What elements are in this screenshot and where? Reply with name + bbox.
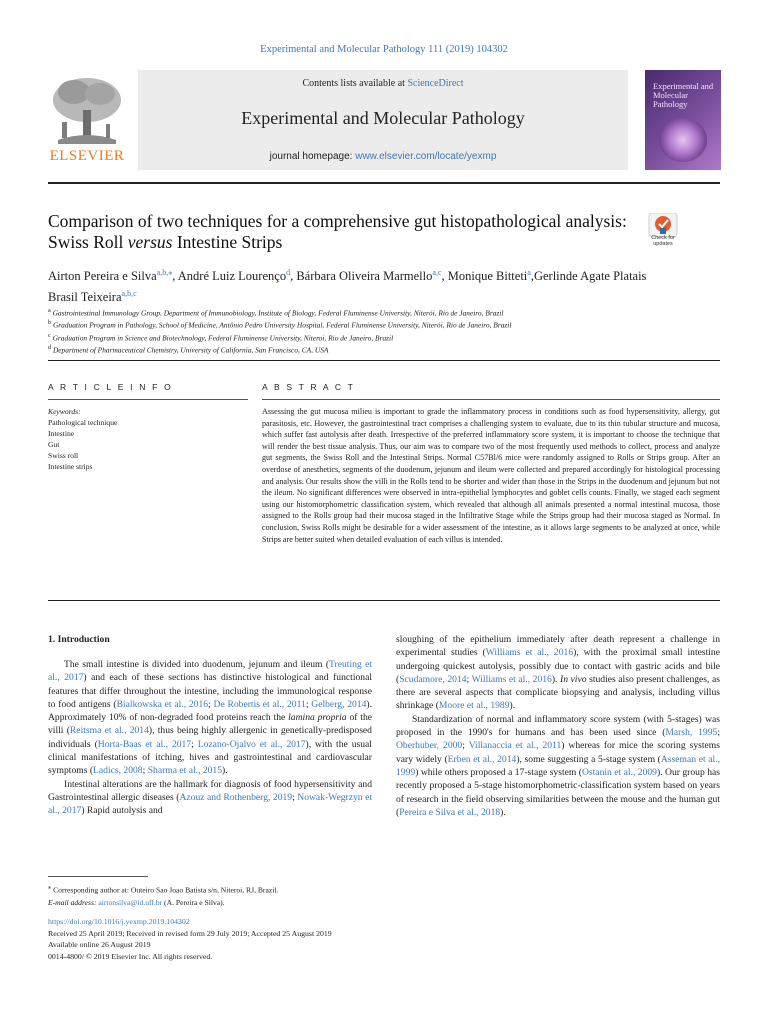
title-part1: Comparison of two techniques for a comprehensive gut histopathological analysis: Swiss Roll [48, 211, 627, 252]
crossmark-label [643, 235, 683, 247]
author-name: Gerlinde Agate Platais Brasil Teixeira [48, 269, 647, 305]
author-name: Bárbara Oliveira Marmello [296, 269, 433, 284]
author-name: Monique Bitteti [447, 269, 528, 284]
publication-info [48, 916, 548, 962]
author-name: Airton Pereira e Silva [48, 269, 157, 284]
text-run: ). [509, 700, 516, 712]
email-link[interactable]: airtonsilva@id.uff.br [98, 897, 163, 907]
citation-link[interactable]: Horta-Baas et al., 2017 [97, 738, 192, 750]
keyword: Intestine strips [48, 462, 93, 471]
citation-link[interactable]: Williams et al., 2016 [485, 647, 574, 659]
article-title [48, 211, 638, 253]
affiliation-mark: c [48, 332, 51, 339]
text-run: ). Our group has recently proposed a 5-stage histomorphometric-classification system based on years of research in the field observing similarities between the mouse and the human gut ( [396, 766, 720, 818]
journal-name: Experimental and Molecular Pathology [241, 108, 525, 128]
contents-line [138, 78, 628, 89]
text-run: The small intestine is divided into duodenum, jejunum and ileum ( [64, 659, 330, 670]
cover-image-icon [659, 118, 707, 162]
article-info-heading: A R T I C L E I N F O [48, 382, 173, 392]
affiliation [48, 306, 708, 318]
text-run: ) Rapid autolysis and [81, 805, 163, 817]
text-run: ) while others proposed a 17-stage system ( [415, 766, 582, 778]
homepage-prefix: journal homepage: [269, 151, 356, 162]
author-affiliation-marks[interactable]: a,b,⁎ [156, 268, 173, 277]
affiliation [48, 331, 708, 343]
contents-prefix: Contents lists available at [302, 78, 408, 89]
citation-link[interactable]: Treuting et al., 2017 [48, 659, 372, 684]
citation-link[interactable]: Villanaccia et al., 2011 [468, 740, 562, 752]
author-separator: , [290, 269, 297, 284]
paragraph [48, 778, 372, 818]
author-affiliation-marks[interactable]: a [527, 268, 531, 277]
citation-link[interactable]: Asseman et al., 1999 [396, 753, 720, 778]
footnote-rule [48, 876, 148, 877]
text-run: sloughing of the epithelium immediately after death represent a challenge in experimental studies ( [396, 634, 720, 659]
author-list [48, 264, 668, 306]
corresponding-author-footnote [48, 882, 448, 909]
affiliation [48, 343, 708, 355]
citation-link[interactable]: Ladics, 2008 [93, 765, 143, 777]
text-run: ; [191, 738, 198, 750]
text-run: ). Approximately 10% of non-degraded food proteins reach the [48, 698, 372, 724]
text-run: ), some suggesting a 5-stage system ( [516, 753, 661, 765]
doi-link[interactable]: https://doi.org/10.1016/j.yexmp.2019.104302 [48, 917, 190, 926]
keywords-block [48, 406, 248, 472]
affiliation-text: Department of Pharmaceutical Chemistry, University of California, San Francisco, CA, USA [52, 345, 329, 355]
title-part2: Intestine Strips [172, 232, 283, 252]
copyright: 0014-4800/ © 2019 Elsevier Inc. All rights reserved. [48, 951, 213, 961]
abstract-heading: A B S T R A C T [262, 382, 356, 392]
author-affiliation-marks[interactable]: a,b,c [121, 289, 137, 299]
citation-link[interactable]: Moore et al., 1989 [438, 700, 510, 712]
citation-link[interactable]: Sharma et al., 2015 [147, 765, 223, 777]
emphasis-text: In vivo [560, 673, 587, 685]
text-run: ). [222, 765, 228, 777]
keywords-label: Keywords: [48, 407, 81, 416]
citation-link[interactable]: Oberhuber, 2000 [396, 740, 463, 752]
affiliation-mark: b [48, 320, 52, 327]
sciencedirect-link[interactable]: ScienceDirect [407, 78, 464, 89]
journal-citation-link[interactable]: Experimental and Molecular Pathology 111 (2019) 104302 [260, 44, 508, 55]
affiliation [48, 318, 708, 330]
section-heading-introduction: 1. Introduction [48, 634, 110, 645]
email-label: E-mail address: [48, 897, 97, 907]
author-affiliation-marks[interactable]: a,c [432, 268, 442, 277]
text-run: ). [551, 673, 560, 685]
text-run: ; [305, 698, 312, 710]
citation-link[interactable]: Reitsma et al., 2014 [69, 725, 149, 737]
citation-link[interactable]: Lozano-Ojalvo et al., 2017 [197, 738, 306, 750]
author-separator: , [172, 269, 178, 284]
text-run: ; [142, 765, 148, 777]
text-run: ; [717, 727, 720, 739]
text-run: ) whereas for mice the scoring systems vary widely ( [396, 740, 720, 765]
text-run: of the villi ( [48, 712, 373, 737]
keyword-list [48, 417, 248, 472]
affiliation-text: Graduation Program in Pathology, School of Medicine, Antônio Pedro University Hospital, Federal Fluminense University, Niterói, Rio de Janeiro, Brazil [52, 320, 512, 330]
citation-link[interactable]: Azouz and Rothenberg, 2019 [179, 791, 293, 803]
footnote-mark: ⁎ [48, 884, 52, 891]
paragraph [396, 713, 720, 819]
affiliation-mark: d [48, 345, 52, 352]
body-column-right [396, 633, 720, 819]
text-run: ) and each of these sections has distinctive histological and functional features that differ throughout the intestine, including the immunological response to food antigens ( [48, 672, 372, 710]
crossmark-line2: updates [653, 241, 673, 247]
authors-divider [48, 360, 720, 361]
paragraph [48, 658, 372, 778]
text-run: ; [208, 698, 214, 710]
homepage-link[interactable]: www.elsevier.com/locate/yexmp [355, 151, 497, 162]
journal-cover-thumbnail[interactable] [645, 70, 721, 170]
publisher-name: ELSEVIER [49, 148, 125, 164]
homepage-line [138, 151, 628, 162]
text-run: ; [466, 673, 472, 685]
corresponding-text: Corresponding author at: Outeiro Sao Joao Batista s/n, Niteroi, RJ, Brazil. [53, 885, 279, 895]
citation-link[interactable]: De Robertis et al., 2011 [213, 698, 306, 710]
text-run: ). [500, 806, 506, 818]
citation-link[interactable]: Williams et al., 2016 [471, 673, 552, 685]
text-run: ), with the usual clinical manifestations of itching, hives and gastrointestinal and cardiovascular symptoms ( [48, 738, 372, 777]
available-online: Available online 26 August 2019 [48, 940, 151, 950]
cover-title: Experimental and Molecular Pathology [653, 81, 714, 109]
crossmark-badge[interactable] [643, 213, 683, 251]
body-column-left [48, 658, 372, 818]
received-dates: Received 25 April 2019; Received in revised form 29 July 2019; Accepted 25 August 2019 [48, 928, 332, 938]
keyword: Gut [48, 440, 60, 449]
affiliation-text: Graduation Program in Science and Biotechnology, Federal Fluminense University, Niteroi, Rio de Janeiro, Brazil [52, 333, 394, 343]
text-run: Intestinal alterations are the hallmark for diagnosis of food hypersensitivity and Gastrointestinal allergic diseases ( [48, 778, 372, 803]
title-italic: versus [127, 232, 173, 252]
citation-link[interactable]: Marsh, 1995 [665, 727, 718, 739]
author-separator: , [441, 269, 448, 284]
corresponding-line [48, 882, 448, 897]
text-run: ; [462, 740, 469, 752]
affiliation-mark: a [48, 308, 51, 314]
affiliation-text: Gastrointestinal Immunology Group, Department of Immunobiology, Institute of Biology, Federal Fluminense University, Niterói, Rio de Janeiro, Brazil [52, 308, 504, 318]
citation-link[interactable]: Gelberg, 2014 [311, 698, 367, 710]
author-name: André Luiz Lourenço [177, 269, 287, 284]
email-line [48, 897, 448, 909]
text-run: studies also present challenges, as there are several aspects that complicate biopsying and analysis, including villus shrinkage ( [396, 673, 720, 712]
text-run: ; [292, 791, 298, 803]
crossmark-line1: Check for [651, 235, 675, 241]
abstract-text: Assessing the gut mucosa milieu is important to grade the inflammatory process in conditions such as food hypersensitivity, allergy, gut parasitosis, etc. However, the gastrointestinal tract comprises a challenging system to evaluate, due to its thin tubular structure and mucosa, which suffer fast autolysis after death. Irrespective of the preferred inflammatory score system, it is important to choose the technique that will render the best tissue analysis. Thus, our aim was to compare two of the most frequently used methods to collect, process and analyze gut segments, the Swiss Roll and the Intestinal Strips. Normal C57Bl/6 mice were randomly assigned to Rolls or Strips group. After an overdose of anesthetics, segments of the duodenum, jejunum and ileum were collected and prepared accordingly for histological processing and analysis. Our results show the villi in the Rolls tend to be shorter and wider than those in the Strips in the duodenum and jejunum but not the ileum. No significant differences were observed in intra-epithelial lymphocytes and goblet cells counts. Finally, we staged each segment using our histomorphometric classification system, which revealed that although all animals presented a normal intestinal mucosa, those assigned to the Rolls group had their mucosa staged in the Infiltrative Stage while the Strips group had their mucosa staged as Normal. In conclusion, Swiss Rolls might be desirable for a wider assessment of the intestine, as it allows large segments to be analyzed at once, while Strips are better suited when detailed evaluation of each villus is intended. [262, 407, 720, 544]
text-run: ), with the proximal small intestine undergoing quickest autolysis, possibly due to contact with gastric acids and bile ( [396, 647, 720, 685]
paragraph [396, 633, 720, 713]
keyword: Pathological technique [48, 418, 118, 427]
abstract-divider [48, 600, 720, 601]
citation-link[interactable]: Bialkowska et al., 2016 [116, 698, 209, 710]
affiliation-list [48, 306, 708, 356]
emphasis-text: lamina propria [288, 712, 347, 724]
citation-link[interactable]: Pereira e Silva et al., 2018 [399, 806, 501, 818]
author-affiliation-marks[interactable]: d [286, 268, 291, 277]
citation-link[interactable]: Ostanin et al., 2009 [581, 766, 657, 778]
header-divider [48, 182, 720, 184]
text-run: ), thus being highly allergenic in genetically-predisposed individuals ( [48, 725, 372, 750]
author-separator: , [530, 269, 534, 284]
email-owner: (A. Pereira e Silva). [162, 897, 225, 907]
abstract-rule [262, 399, 720, 400]
citation-link[interactable]: Erben et al., 2014 [447, 753, 517, 765]
citation-link[interactable]: Nowak-Wegrzyn et al., 2017 [48, 791, 372, 817]
text-run: Standardization of normal and inflammatory score system (with 5-stages) was proposed in the 1990's for humans and has been used since ( [396, 713, 720, 739]
elsevier-logo [44, 70, 130, 166]
article-info-rule [48, 399, 248, 400]
keyword: Intestine [48, 429, 75, 438]
keyword: Swiss roll [48, 451, 79, 460]
citation-link[interactable]: Scudamore, 2014 [399, 673, 467, 685]
